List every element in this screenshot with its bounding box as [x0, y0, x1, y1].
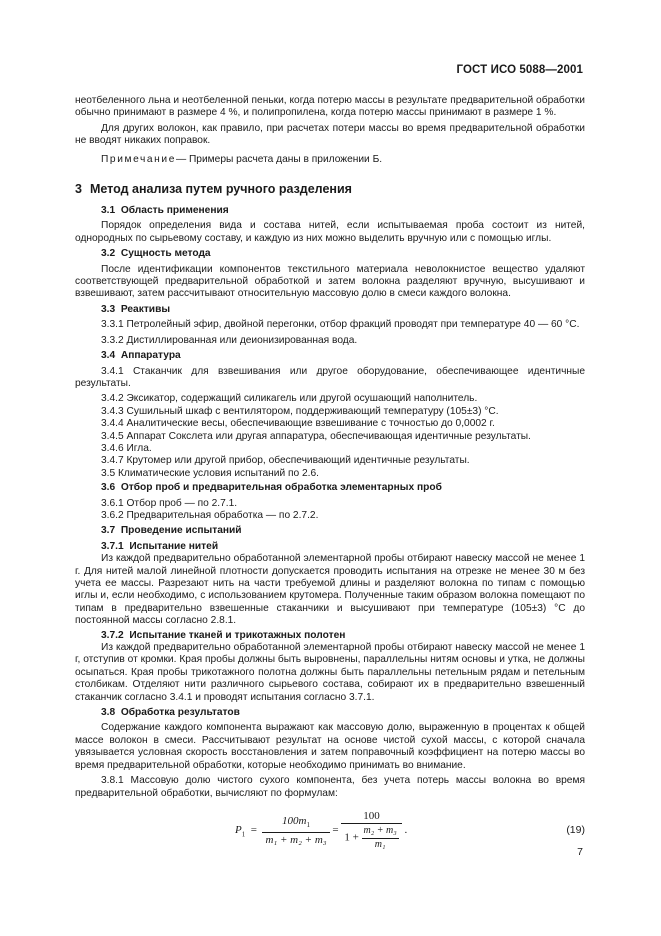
section-3-4-number: 3.4	[101, 350, 116, 362]
formula-lhs-sub: 1	[241, 830, 246, 839]
intro-paragraph-2: Для других волокон, как правило, при расчетах потери массы во время предварительной обработки не вводят никаких поправок.	[75, 122, 585, 147]
page-content	[75, 95, 585, 872]
section-3-1-text: Порядок определения вида и состава нитей, если испытываемая проба состоит из нитей, однородных по сырьевому составу, и каждую из них можно выделить вручную или с помощью иглы.	[75, 220, 585, 244]
section-3-7-title: Проведение испытаний	[120, 525, 242, 537]
equation-number: (19)	[566, 823, 585, 836]
item-3-4-1: 3.4.1 Стаканчик для взвешивания или другое оборудование, обеспечивающее идентичные результаты.	[75, 365, 585, 389]
formula-end: .	[404, 824, 408, 837]
item-3-4-5: 3.4.5 Аппарат Сокслета или другая аппаратура, обеспечивающая идентичные результаты.	[101, 430, 531, 442]
section-3-8-text: Содержание каждого компонента выражают как массовую долю, выраженную в процентах к общей массе волокон в смеси. Рассчитывают результат на основе чистой сухой массы, с которой сначала увязывается условная скорость восстановления и затем поправочный коэффициент на потерю массы во время предварительной обработки, которые необходимо принимать во внимание.	[75, 722, 585, 771]
formula-den2-lead: 1 +	[344, 831, 359, 844]
section-3-7-1-title: Испытание нитей	[129, 540, 219, 552]
item-3-4-2: 3.4.2 Эксикатор, содержащий силикагель или другой осушающий наполнитель.	[101, 393, 478, 405]
section-3-title-text: Метод анализа путем ручного разделения	[89, 182, 352, 197]
formula-num1-sub: 1	[306, 820, 310, 829]
section-3-2-number: 3.2	[101, 248, 116, 260]
section-3-1-number: 3.1	[101, 205, 116, 217]
intro-paragraph-1: неотбеленного льна и неотбеленной пеньки, когда потерю массы в результате предварительной обработки обычно принимают в размере 4 %, и полипропилена, когда потерю массы принимают в размере 1 %.	[75, 95, 585, 119]
formula-19	[75, 810, 585, 872]
section-3-number: 3	[75, 182, 82, 197]
item-3-3-2: 3.3.2 Дистиллированная или деионизированная вода.	[101, 334, 358, 346]
formula-expression: $P_1$ = $\frac{100m_1}{\text{m₁ + m₂ + m₃}}$ = 100 1 + $\frac{\text{m₂ + m₃}}{\text{m₁}}$ .	[235, 809, 408, 850]
section-3-3-title: Реактивы	[120, 303, 171, 315]
formula-fraction-2	[341, 810, 401, 851]
section-3-6-title: Отбор проб и предварительная обработка элементарных проб	[120, 482, 442, 494]
section-3-2-text: После идентификации компонентов текстильного материала неволокнистое вещество удаляют соответствующей предварительной обработкой и затем волокна разделяют вручную, высушивают и взвешивают, затем рассчитывают относительную массовую долю в смеси каждого волокна.	[75, 263, 585, 300]
item-3-6-2: 3.6.2 Предварительная обработка — по 2.7.2.	[101, 509, 319, 521]
formula-fraction-1	[262, 815, 329, 847]
page-number: 7	[577, 846, 583, 858]
note	[75, 154, 585, 166]
item-3-4-4: 3.4.4 Аналитические весы, обеспечивающие взвешивание с точностью до 0,0002 г.	[101, 418, 495, 430]
note-label: Примечание	[101, 153, 176, 165]
item-3-3-1: 3.3.1 Петролейный эфир, двойной перегонки, отбор фракций проводят при температуре 40 — 60 °С.	[101, 319, 580, 331]
section-3-1-heading	[75, 205, 585, 217]
item-3-4-6: 3.4.6 Игла.	[101, 442, 152, 454]
item-3-8-1: 3.8.1 Массовую долю чистого сухого компонента, без учета потерь массы волокна во время предварительной обработки, вычисляют по формулам:	[75, 775, 585, 799]
item-3-4-3: 3.4.3 Сушильный шкаф с вентилятором, поддерживающий температуру (105±3) °С.	[101, 405, 499, 417]
formula-den1: m₁ + m₂ + m₃	[265, 834, 327, 847]
section-3-6-number: 3.6	[101, 482, 116, 494]
section-3-4-heading	[75, 350, 585, 362]
item-3-6-1: 3.6.1 Отбор проб — по 2.7.1.	[101, 497, 238, 509]
section-3-7-number: 3.7	[101, 525, 116, 537]
note-text: — Примеры расчета даны в приложении Б.	[175, 153, 383, 165]
formula-inner-fraction	[362, 825, 399, 851]
formula-lhs: P	[235, 824, 242, 837]
section-3-7-2-number: 3.7.2	[101, 629, 124, 641]
section-3-8-title: Обработка результатов	[120, 707, 240, 719]
section-3-8-heading	[75, 707, 585, 719]
section-3-2-heading	[75, 248, 585, 260]
section-3-7-1-number: 3.7.1	[101, 540, 124, 552]
formula-inner-num: m₂ + m₃	[363, 825, 397, 837]
section-3-7-1-heading	[75, 541, 585, 553]
section-3-2-title: Сущность метода	[120, 248, 211, 260]
formula-num2: 100	[341, 810, 401, 824]
formula-num1: 100m	[282, 814, 307, 827]
section-3-title	[75, 182, 585, 197]
section-3-7-heading	[75, 525, 585, 537]
item-3-4-7: 3.4.7 Крутомер или другой прибор, обеспечивающий идентичные результаты.	[101, 455, 470, 467]
section-3-6-heading	[75, 482, 585, 494]
section-3-7-2-title: Испытание тканей и трикотажных полотен	[129, 629, 346, 641]
section-3-3-heading	[75, 304, 585, 316]
standard-header: ГОСТ ИСО 5088—2001	[456, 64, 583, 76]
section-3-1-title: Область применения	[120, 205, 229, 217]
section-3-7-1-text: Из каждой предварительно обработанной элементарной пробы отбирают навеску массой не менее 1 г. Для нитей малой линейной плотности допускается проводить испытания на отрезке не менее 30 м без учета ее массы. Разрезают нить на части требуемой длины и разделяют волокна по типам с помощью иглы и, если необходимо, с использованием крутомера. Полученные таким образом волокна помещают по типам в предварительно взвешенные стаканчики и высушивают при температуре (105±3) °С до постоянной массы согласно 2.8.1.	[75, 553, 585, 627]
item-3-5: 3.5 Климатические условия испытаний по 2.6.	[101, 467, 320, 479]
section-3-7-2-text: Из каждой предварительно обработанной элементарной пробы отбирают навеску массой не менее 1 г, отступив от кромки. Края пробы должны быть выровнены, параллельны нитям основы и утка, не должны осыпаться. Края пробы трикотажного полотна должны быть параллельны петельным рядам и петельным столбикам. Отделяют нити различного сырьевого состава, собирают их в предварительно взвешенный стаканчик согласно 3.4.1 и проводят испытания согласно 3.7.1.	[75, 642, 585, 703]
section-3-4-title: Аппаратура	[120, 350, 181, 362]
section-3-7-2-heading	[75, 630, 585, 642]
section-3-3-number: 3.3	[101, 303, 116, 315]
formula-inner-den: m₁	[374, 838, 386, 850]
section-3-8-number: 3.8	[101, 707, 116, 719]
formula-equals: =	[332, 824, 339, 837]
